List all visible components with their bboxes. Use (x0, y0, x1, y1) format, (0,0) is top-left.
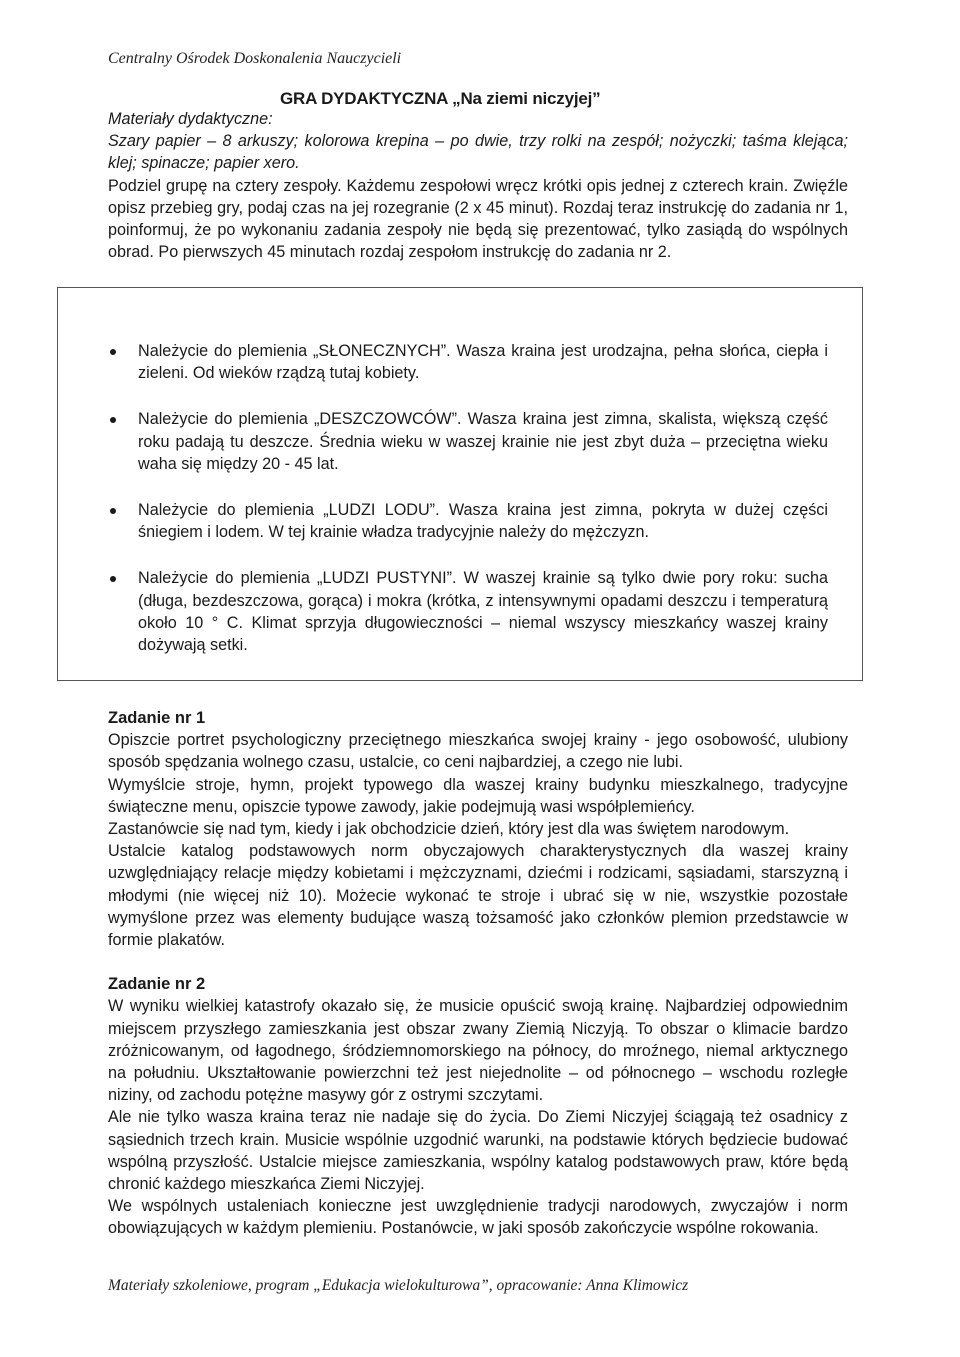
task-paragraph: Zastanówcie się nad tym, kiedy i jak obchodzicie dzień, który jest dla was świętem narodowym. (108, 820, 790, 839)
materials-text: Szary papier – 8 arkuszy; kolorowa krepina – po dwie, trzy rolki na zespół; nożyczki; taśma klejąca; klej; spinacze; papier xero. (108, 132, 848, 173)
tribe-item (138, 499, 828, 543)
materials-label: Materiały dydaktyczne: (108, 110, 273, 128)
task-1 (108, 707, 848, 951)
tribes-list (138, 340, 828, 680)
tribe-text: Należycie do plemienia „SŁONECZNYCH”. Wasza kraina jest urodzajna, pełna słońca, ciepła i zieleni. Od wieków rządzą tutaj kobiety. (138, 342, 828, 383)
tasks-section (108, 707, 848, 1262)
tribes-box (57, 287, 863, 681)
bullet-icon (110, 417, 116, 423)
tribe-text: Należycie do plemienia „LUDZI LODU”. Wasza kraina jest zimna, pokryta w dużej części śniegiem i lodem. W tej krainie władza tradycyjnie należy do mężczyzn. (138, 501, 828, 542)
task-paragraph: Opiszcie portret psychologiczny przeciętnego mieszkańca swojej krainy - jego osobowość, ulubiony sposób spędzania wolnego czasu, ustalcie, co ceni najbardziej, a czego nie lubi. (108, 731, 848, 772)
task-paragraph: Wymyślcie stroje, hymn, projekt typowego dla waszej krainy budynku mieszkalnego, tradycyjne świąteczne menu, opiszcie typowe zawody, jakie podejmują wasi współplemieńcy. (108, 775, 848, 816)
institution-header: Centralny Ośrodek Doskonalenia Nauczycieli (108, 50, 402, 67)
task-paragraph: W wyniku wielkiej katastrofy okazało się, że musicie opuścić swoją krainę. Najbardziej odpowiednim miejscem przyszłego zamieszkania jest obszar zwany Ziemią Niczyją. To obszar o klimacie bardzo zróżnicowanym, od łagodnego, śródziemnomorskiego na północy, do mroźnego, niemal arktycznego na południu. Ukształtowanie powierzchni też jest niejednolite – od północnego – wschodu rozległe niziny, od zachodu potężne masywy gór z ostrymi szczytami. (108, 997, 848, 1105)
tribe-item (138, 567, 828, 656)
document-footer: Materiały szkoleniowe, program „Edukacja wielokulturowa”, opracowanie: Anna Klimowicz (108, 1277, 689, 1294)
tribe-text: Należycie do plemienia „DESZCZOWCÓW”. Wasza kraina jest zimna, skalista, większą część roku padają tu deszcze. Średnia wieku w waszej krainie nie jest zbyt duża – przeciętna wieku waha się między 20 - 45 lat. (138, 410, 828, 473)
task-heading: Zadanie nr 2 (108, 975, 206, 994)
bullet-icon (110, 349, 116, 355)
tribe-text: Należycie do plemienia „LUDZI PUSTYNI”. W waszej krainie są tylko dwie pory roku: sucha (długa, bezdeszczowa, gorąca) i mokra (krótka, z intensywnymi opadami deszczu i temperaturą około 10 ° C. Klimat sprzyja długowieczności – niemal wszyscy mieszkańcy waszej krainy dożywają setki. (138, 569, 828, 655)
task-2 (108, 973, 848, 1239)
task-paragraph: Ustalcie katalog podstawowych norm obyczajowych charakterystycznych dla waszej krainy uzwględniający relacje między kobietami i mężczyznami, dziećmi i rodzicami, sąsiadami, starszyzną i młodymi (nie więcej niż 10). Możecie wykonać te stroje i ubrać się w nie, wszystkie pozostałe wymyślone przez was elementy budujące waszą tożsamość jako członków plemion przedstawcie w formie plakatów. (108, 842, 848, 950)
task-heading: Zadanie nr 1 (108, 709, 206, 727)
tribe-item (138, 340, 828, 384)
tribe-item (138, 408, 828, 475)
intro-section (108, 108, 848, 263)
instructions-text: Podziel grupę na cztery zespoły. Każdemu zespołowi wręcz krótki opis jednej z czterech krain. Zwięźle opisz przebieg gry, podaj czas na jej rozegranie (2 x 45 minut). Rozdaj teraz instrukcję do zadania nr 1, poinformuj, że po wykonaniu zadania zespoły nie będą się prezentować, tylko zasiądą do wspólnych obrad. Po pierwszych 45 minutach rozdaj zespołom instrukcję do zadania nr 2. (108, 176, 848, 262)
document-title: GRA DYDAKTYCZNA „Na ziemi niczyjej” (280, 89, 601, 108)
task-paragraph: Ale nie tylko wasza kraina teraz nie nadaje się do życia. Do Ziemi Niczyjej ściągają też osadnicy z sąsiednich trzech krain. Musicie wspólnie uzgodnić warunki, na podstawie których będziecie budować wspólną przyszłość. Ustalcie miejsce zamieszkania, wspólny katalog podstawowych praw, które będą chronić każdego mieszkańca Ziemi Niczyjej. (108, 1108, 848, 1194)
bullet-icon (110, 576, 116, 582)
task-paragraph: We wspólnych ustaleniach konieczne jest uwzględnienie tradycji narodowych, zwyczajów i norm obowiązujących w każdym plemieniu. Postanówcie, w jaki sposób zakończycie wspólne rokowania. (108, 1197, 848, 1238)
bullet-icon (110, 508, 116, 514)
